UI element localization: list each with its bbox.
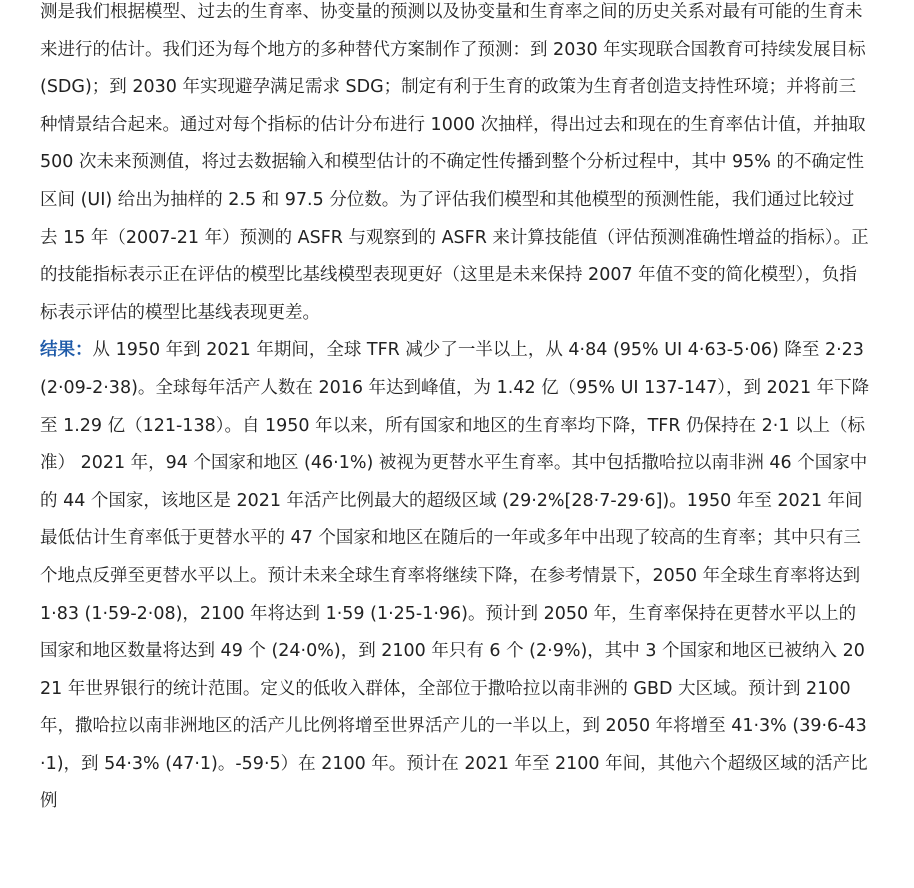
methods-paragraph: 测是我们根据模型、过去的生育率、协变量的预测以及协变量和生育率之间的历史关系对最有可能的生育未来进行的估计。我们还为每个地方的多种替代方案制作了预测：到 2030 年实现联合国教育可持续发展目标 (SDG)；到 2030 年实现避孕满足需求 SDG；制定有利于生育的政策为生育者创造支持性环境；并将前三种情景结合起来。通过对每个指标的估计分布进行 1000 次抽样，得出过去和现在的生育率估计值，并抽取 500 次未来预测值，将过去数据输入和模型估计的不确定性传播到整个分析过程中，其中 95% 的不确定性区间 (UI) 给出为抽样的 2.5 和 97.5 分位数。为了评估我们模型和其他模型的预测性能，我们通过比较过去 15 年（2007-21 年）预测的 ASFR 与观察到的 ASFR 来计算技能值（评估预测准确性增益的指标）。正的技能指标表示正在评估的模型比基线模型表现更好（这里是未来保持 2007 年值不变的简化模型），负指标表示评估的模型比基线表现更差。 (40, 2, 869, 323)
results-label: 结果： (40, 340, 93, 361)
article-body (40, 0, 870, 821)
results-paragraph (40, 332, 870, 821)
results-text: 从 1950 年到 2021 年期间，全球 TFR 减少了一半以上，从 4·84 (95% UI 4·63-5·06) 降至 2·23 (2·09-2·38)。全球每年活产人数在 2016 年达到峰值，为 1.42 亿（95% UI 137-147），到 2021 年下降至 1.29 亿（121-138）。自 1950 年以来，所有国家和地区的生育率均下降，TFR 仍保持在 2·1 以上（标准） 2021 年，94 个国家和地区 (46·1%) 被视为更替水平生育率。其中包括撒哈拉以南非洲 46 个国家中的 44 个国家，该地区是 2021 年活产比例最大的超级区域 (29·2%[28·7-29·6])。1950 年至 2021 年间最低估计生育率低于更替水平的 47 个国家和地区在随后的一年或多年中出现了较高的生育率；其中只有三个地点反弹至更替水平以上。预计未来全球生育率将继续下降，在参考情景下，2050 年全球生育率将达到 1·83 (1·59-2·08)，2100 年将达到 1·59 (1·25-1·96)。预计到 2050 年，生育率保持在更替水平以上的国家和地区数量将达到 49 个 (24·0%)，到 2100 年只有 6 个 (2·9%)，其中 3 个国家和地区已被纳入 2021 年世界银行的统计范围。定义的低收入群体，全部位于撒哈拉以南非洲的 GBD 大区域。预计到 2100 年，撒哈拉以南非洲地区的活产儿比例将增至世界活产儿的一半以上，到 2050 年将增至 41·3% (39·6-43·1)，到 54·3% (47·1)。-59·5）在 2100 年。预计在 2021 年至 2100 年间，其他六个超级区域的活产比例 (40, 340, 870, 812)
